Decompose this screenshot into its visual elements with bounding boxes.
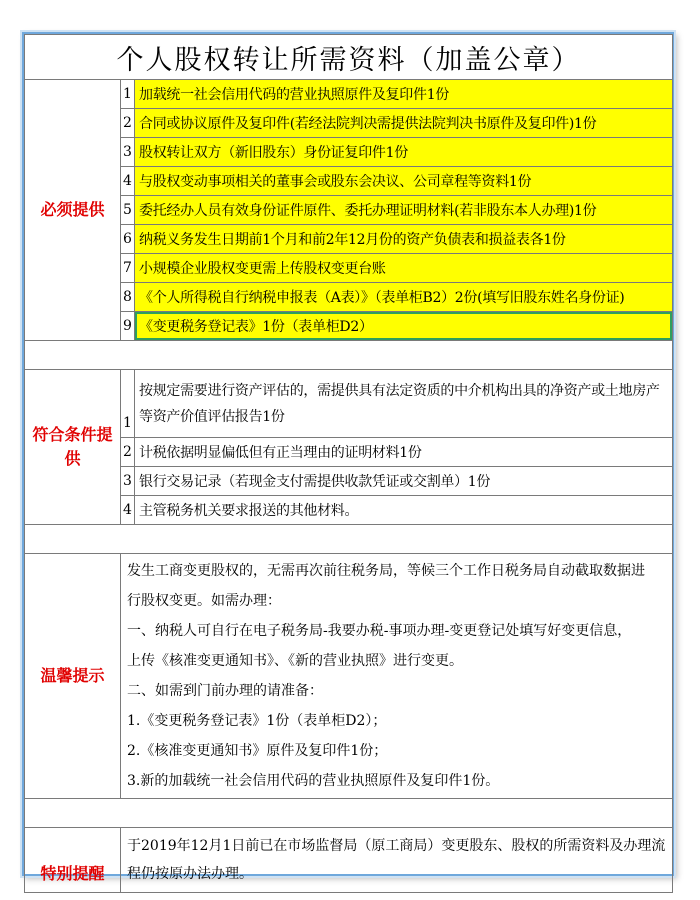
required-item-4[interactable]: 与股权变动事项相关的董事会或股东会决议、公司章程等资料1份 [135, 167, 673, 196]
tip-line: 2.《核准变更通知书》原件及复印件1份； [127, 743, 388, 759]
spacer-row [25, 341, 673, 370]
required-item-5[interactable]: 委托经办人员有效身份证件原件、委托办理证明材料(若非股东本人办理)1份 [135, 196, 673, 225]
tip-line: 3.新的加载统一社会信用代码的营业执照原件及复印件1份。 [127, 773, 500, 789]
tip-line: 一、纳税人可自行在电子税务局-我要办税-事项办理-变更登记处填写好变更信息， [127, 623, 632, 639]
tips-content[interactable] [121, 554, 673, 799]
conditional-item-3[interactable]: 银行交易记录（若现金支付需提供收款凭证或交割单）1份 [135, 467, 673, 496]
required-item-6[interactable]: 纳税义务发生日期前1个月和前2年12月份的资产负债表和损益表各1份 [135, 225, 673, 254]
special-content[interactable]: 于2019年12月1日前已在市场监督局（原工商局）变更股东、股权的所需资料及办理流程仍按原办法办理。 [121, 828, 673, 893]
page-title: 个人股权转让所需资料（加盖公章） [25, 35, 673, 80]
document-frame [22, 32, 674, 883]
category-conditional: 符合条件提供 [25, 370, 121, 525]
requirements-table [24, 34, 673, 893]
category-special: 特别提醒 [25, 828, 121, 893]
required-item-3[interactable]: 股权转让双方（新旧股东）身份证复印件1份 [135, 138, 673, 167]
conditional-item-2[interactable]: 计税依据明显偏低但有正当理由的证明材料1份 [135, 438, 673, 467]
required-item-1[interactable]: 加载统一社会信用代码的营业执照原件及复印件1份 [135, 80, 673, 109]
item-number: 2 [121, 438, 135, 467]
category-required: 必须提供 [25, 80, 121, 341]
item-number: 4 [121, 496, 135, 525]
conditional-item-1[interactable]: 按规定需要进行资产评估的，需提供具有法定资质的中介机构出具的净资产或土地房产等资产价值评估报告1份 [135, 370, 673, 438]
spacer-row [25, 799, 673, 828]
item-number: 3 [121, 138, 135, 167]
required-item-9-selected[interactable]: 《变更税务登记表》1份（表单柜D2） [135, 312, 673, 341]
item-number: 4 [121, 167, 135, 196]
required-item-8[interactable]: 《个人所得税自行纳税申报表（A表）》（表单柜B2）2份(填写旧股东姓名身份证) [135, 283, 673, 312]
item-number: 2 [121, 109, 135, 138]
required-item-2[interactable]: 合同或协议原件及复印件(若经法院判决需提供法院判决书原件及复印件)1份 [135, 109, 673, 138]
category-tips: 温馨提示 [25, 554, 121, 799]
item-number: 3 [121, 467, 135, 496]
item-number: 1 [121, 370, 135, 438]
conditional-item-4[interactable]: 主管税务机关要求报送的其他材料。 [135, 496, 673, 525]
item-number: 6 [121, 225, 135, 254]
tip-line: 发生工商变更股权的，无需再次前往税务局，等候三个工作日税务局自动截取数据进 [127, 563, 645, 579]
spacer-row [25, 525, 673, 554]
tip-line: 二、如需到门前办理的请准备： [127, 683, 323, 699]
item-number: 1 [121, 80, 135, 109]
required-item-7[interactable]: 小规模企业股权变更需上传股权变更台账 [135, 254, 673, 283]
item-number: 7 [121, 254, 135, 283]
tip-line: 行股权变更。如需办理： [127, 593, 281, 609]
item-number: 8 [121, 283, 135, 312]
item-number: 5 [121, 196, 135, 225]
tip-line: 上传《核准变更通知书》、《新的营业执照》进行变更。 [127, 653, 463, 669]
item-number: 9 [121, 312, 135, 341]
tip-line: 1.《变更税务登记表》1份（表单柜D2）； [127, 713, 387, 729]
